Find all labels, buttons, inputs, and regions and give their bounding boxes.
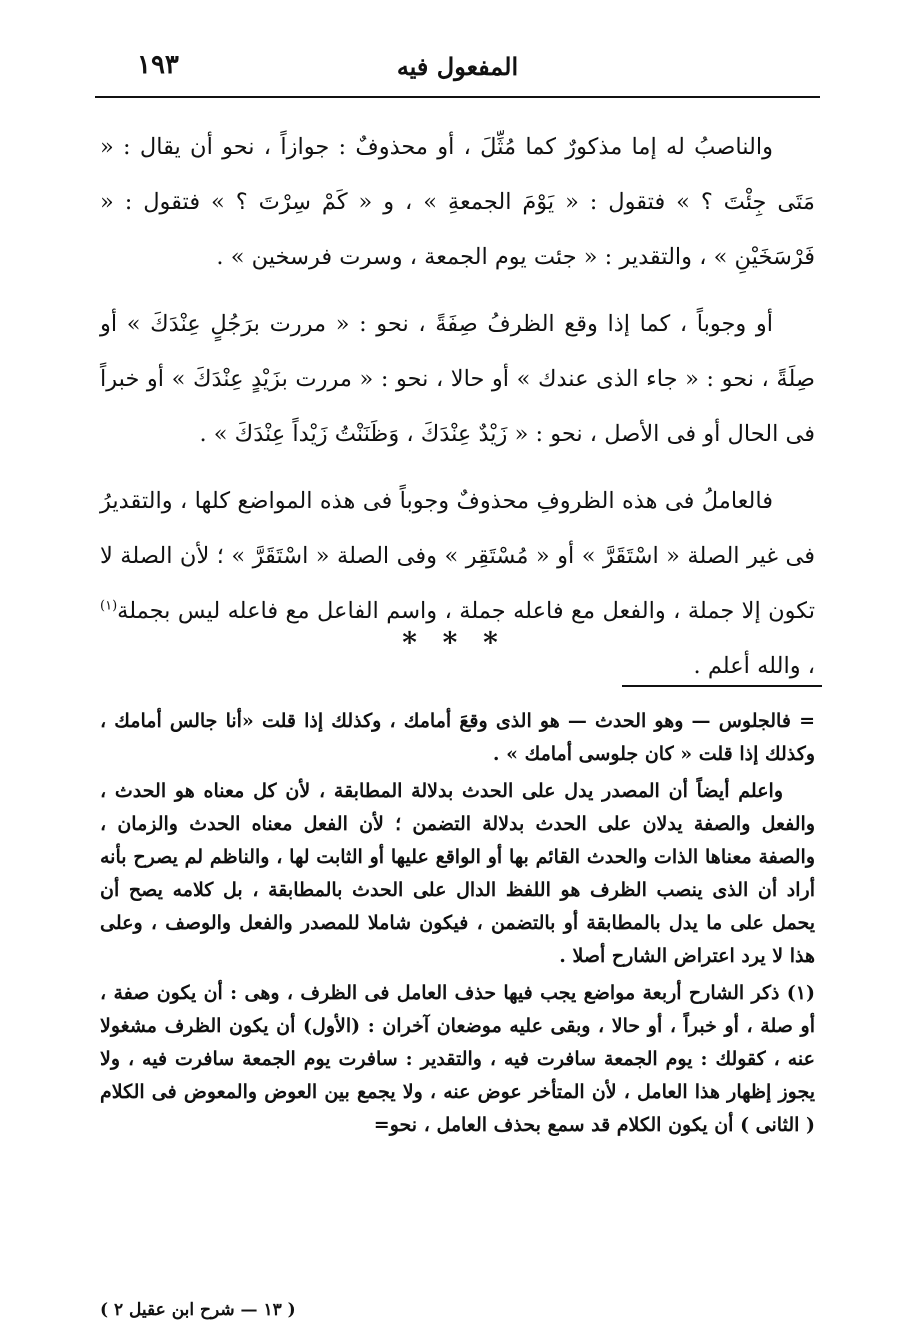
main-paragraph-3 — [100, 474, 815, 694]
footnote-reference: (١) — [100, 598, 118, 614]
footnotes — [100, 705, 815, 1146]
page-number: ١٩٣ — [137, 50, 179, 80]
section-separator: * * * — [402, 626, 506, 659]
page-footer: ( ١٣ — شرح ابن عقيل ٢ ) — [100, 1300, 296, 1320]
footnote-1: (١) ذكر الشارح أربعة مواضع يجب فيها حذف العامل فى الظرف ، وهى : أن يكون صفة ، أو صلة ، أو خبراً ، أو حالا ، وبقى عليه موضعان آخران : (الأول) أن يكون الظرف مشغولا عنه ، كقولك : يوم الجمعة سافرت فيه ، والتقدير : سافرت يوم الجمعة سافرت فيه ، ولا يجوز إظهار هذا العامل ، لأن المتأخر عوض عنه ، ولا يجمع بين العوض والمعوض فى الكلام ( الثانى ) أن يكون الكلام قد سمع بحذف العامل ، نحو= — [100, 982, 815, 1136]
footnote-rule — [622, 685, 822, 687]
main-paragraph-2: أو وجوباً ، كما إذا وقع الظرفُ صِفَةً ، نحو : « مررت برَجُلٍ عِنْدَكَ » أو صِلَةً ، نحو : « جاء الذى عندك » أو حالا ، نحو : « مررت بزَيْدٍ عِنْدَكَ » أو خبراً فى الحال أو فى الأصل ، نحو : « زَيْدٌ عِنْدَكَ ، وَظَنَنْتُ زَيْداً عِنْدَكَ » . — [100, 311, 815, 447]
main-text — [100, 120, 815, 706]
main-paragraph-1: والناصبُ له إما مذكورٌ كما مُثِّلَ ، أو محذوفٌ : جوازاً ، نحو أن يقال : « مَتَى جِئْتَ ؟ » فتقول : « يَوْمَ الجمعةِ » ، و « كَمْ سِرْتَ ؟ » فتقول : « فَرْسَخَيْنِ » ، والتقدير : « جئت يوم الجمعة ، وسرت فرسخين » . — [100, 134, 815, 270]
header-rule — [95, 96, 820, 98]
footnote-continued: = فالجلوس — وهو الحدث — هو الذى وقعَ أمامك ، وكذلك إذا قلت «أنا جالس أمامك ، وكذلك إذا قلت « كان جلوسى أمامك » . — [100, 710, 815, 765]
closing-phrase: ، والله أعلم . — [693, 653, 815, 679]
main-paragraph-3-text: فالعاملُ فى هذه الظروفِ محذوفٌ وجوباً فى هذه المواضع كلها ، والتقديرُ فى غير الصلة « اسْتَقَرَّ » أو « مُسْتَقِر » وفى الصلة « اسْتَقَرَّ » ؛ لأن الصلة لا تكون إلا جملة ، والفعل مع فاعله جملة ، واسم الفاعل مع فاعله ليس بجملة — [100, 488, 815, 624]
running-title: المفعول فيه — [396, 52, 519, 81]
footnote-paragraph: واعلم أيضاً أن المصدر يدل على الحدث بدلالة المطابقة ، لأن كل معناه هو الحدث ، والفعل والصفة يدلان على الحدث بدلالة التضمن ؛ لأن الفعل معناه الحدث والزمان ، والصفة معناها الذات والحدث القائم بها أو الواقع عليها أو الثابت لها ، والناظم لم يصرح بأنه أراد أن الذى ينصب الظرف هو اللفظ الدال على الحدث بالمطابقة ، بل كلامه يصح أن يحمل على ما يدل بالمطابقة أو بالتضمن ، فيكون شاملا للمصدر والفعل والوصف ، وعلى هذا لا يرد اعتراض الشارح أصلا . — [100, 780, 815, 967]
running-header — [95, 50, 820, 86]
